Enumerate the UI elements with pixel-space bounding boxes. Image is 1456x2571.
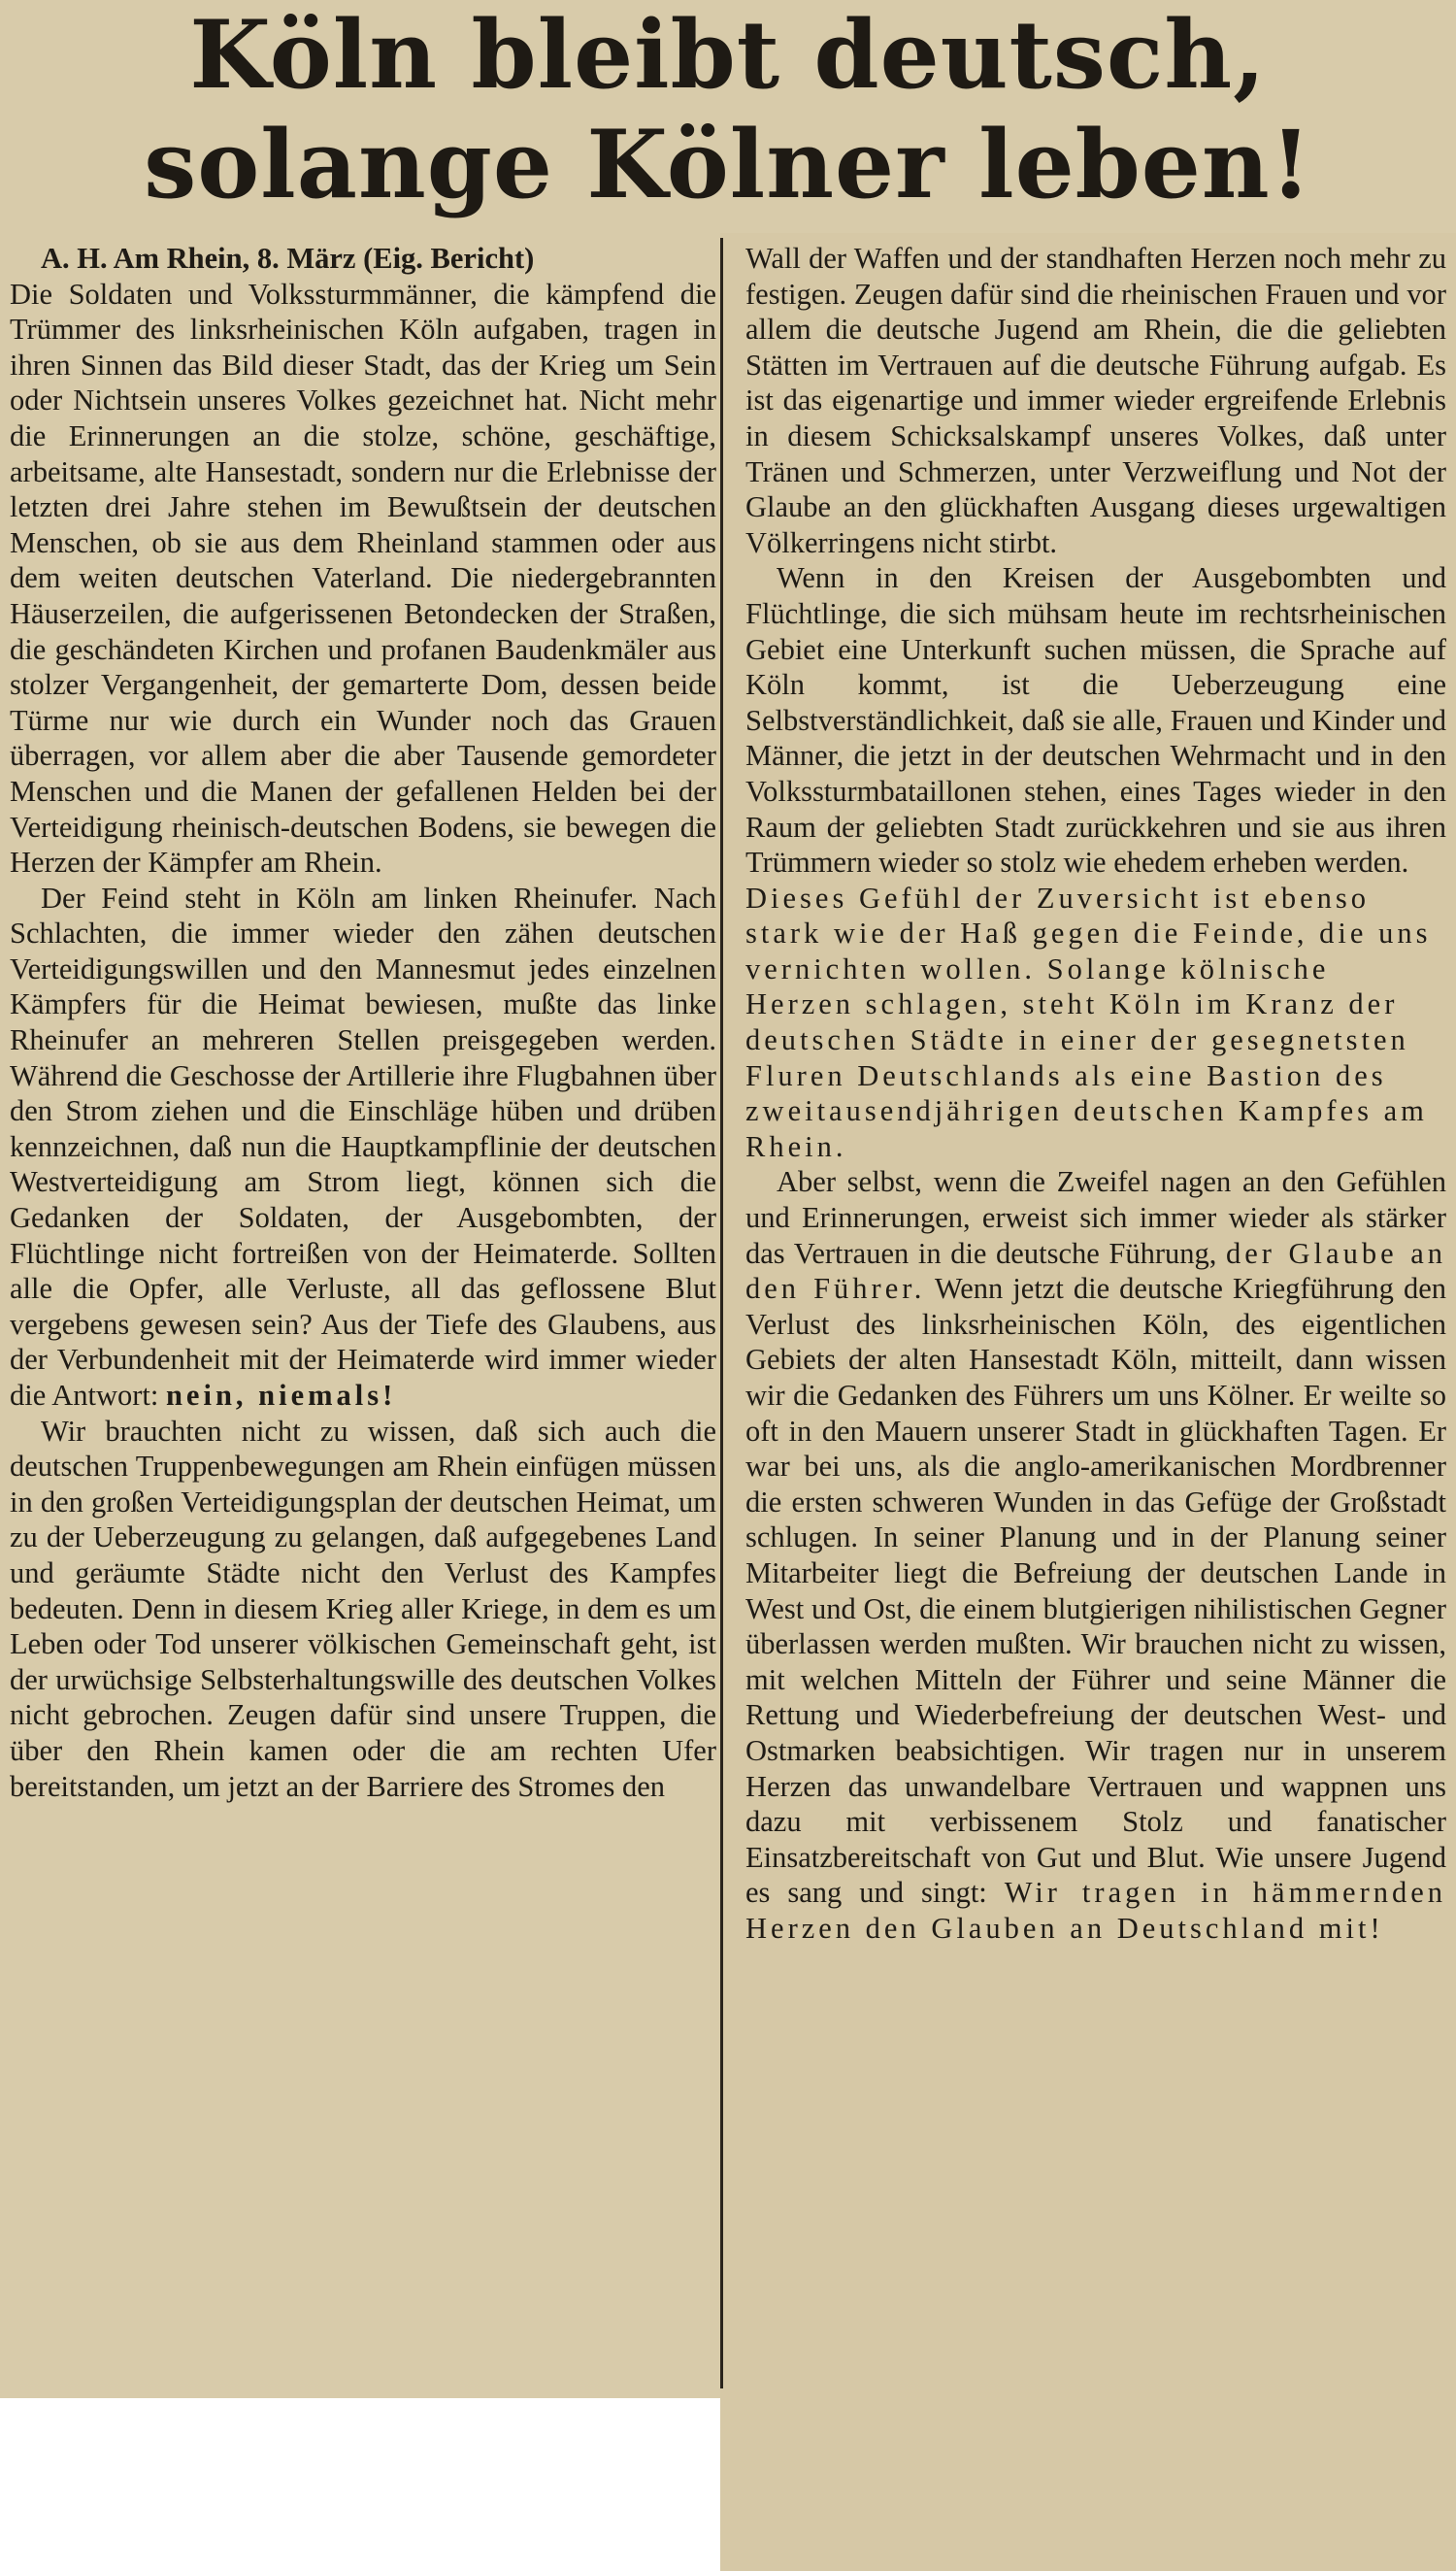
article-column-right	[745, 241, 1446, 1947]
paragraph: Wall der Waffen und der standhaften Herzen noch mehr zu festigen. Zeugen dafür sind die rheinischen Frauen und vor allem die deutsche Jugend am Rhein, die die geliebten Stätten im Vertrauen auf die deutsche Führung aufgab. Es ist das eigenartige und immer wieder ergreifende Erlebnis in diesem Schicksalskampf unseres Volkes, daß unter Tränen und Schmerzen, unter Verzweiflung und Not der Glaube an den glückhaften Ausgang dieses urgewaltigen Völkerringens nicht stirbt.	[745, 242, 1446, 559]
paragraph: Die Soldaten und Volkssturmmänner, die kämpfend die Trümmer des linksrheinischen Köln aufgaben, tragen in ihren Sinnen das Bild dieser Stadt, das der Krieg um Sein oder Nichtsein unseres Volkes gezeichnet hat. Nicht mehr die Erinnerungen an die stolze, schöne, geschäftige, arbeitsame, alte Hansestadt, sondern nur die Erlebnisse der letzten drei Jahre stehen im Bewußtsein der deutschen Menschen, ob sie aus dem Rheinland stammen oder aus dem weiten deutschen Vaterland. Die niedergebrannten Häuserzeilen, die aufgerissenen Betondecken der Straßen, die geschändeten Kirchen und profanen Baudenkmäler aus stolzer Vergangenheit, der gemarterte Dom, dessen beide Türme nur wie durch ein Wunder noch das Grauen überragen, vor allem aber die aber Tausende gemordeter Menschen und die Manen der gefallenen Helden bei der Verteidigung rheinisch-deutschen Bodens, sie bewegen die Herzen der Kämpfer am Rhein.	[10, 277, 716, 880]
headline-line-1: Köln bleibt deutsch,	[189, 0, 1267, 110]
emphasis-text: nein, niemals!	[165, 1379, 397, 1412]
paragraph	[745, 1164, 1446, 1946]
paragraph: Wenn in den Kreisen der Ausgebombten und Flüchtlinge, die sich mühsam heute im rechtsrheinischen Gebiet eine Unterkunft suchen müssen, die Sprache auf Köln kommt, ist die Ueberzeugung eine Selbstverständlichkeit, daß sie alle, Frauen und Kinder und Männer, die jetzt in der deutschen Wehrmacht und in den Volkssturmbataillonen stehen, eines Tages wieder in den Raum der geliebten Stadt zurückkehren und sie aus ihren Trümmern wieder so stolz wie ehedem erheben werden.	[745, 561, 1446, 880]
paragraph: Wir brauchten nicht zu wissen, daß sich auch die deutschen Truppenbewegungen am Rhein einfügen müssen in den großen Verteidigungsplan der deutschen Heimat, um zu der Ueberzeugung zu gelangen, daß aufgegebenes Land und geräumte Städte nicht den Verlust des Kampfes bedeuten. Denn in diesem Krieg aller Kriege, in dem es um Leben oder Tod unserer völkischen Gemeinschaft geht, ist der urwüchsige Selbsterhaltungswille des deutschen Volkes nicht gebrochen. Zeugen dafür sind unsere Truppen, die über den Rhein kamen oder die am rechten Ufer bereitstanden, um jetzt an der Barriere des Stromes den	[10, 1414, 716, 1803]
paragraph-text: Aber selbst, wenn die Zweifel nagen an den Gefühlen und Erinnerungen, erweist sich immer wieder als stärker das Vertrauen in die deutsche Führung,	[745, 1165, 1446, 1270]
emphasis-text: Wir tragen in hämmernden Herzen den Glauben an Deutschland mit!	[745, 1876, 1447, 1945]
headline-line-2: solange Kölner leben!	[144, 110, 1312, 219]
paragraph-text: Der Feind steht in Köln am linken Rheinufer. Nach Schlachten, die immer wieder den zähen deutschen Verteidigungswillen und den Mannesmut jedes einzelnen Kämpfers für die Heimat bewiesen, mußte das linke Rheinufer an mehreren Stellen preisgegeben werden. Während die Geschosse der Artillerie ihre Flugbahnen über den Strom ziehen und die Einschläge hüben und drüben kennzeichnen, daß nun die Hauptkampflinie der deutschen Westverteidigung am Strom liegt, können sich die Gedanken der Soldaten, der Ausgebombten, der Flüchtlinge nicht fortreißen von der Heimaterde. Sollten alle die Opfer, alle Verluste, all das geflossene Blut vergebens gewesen sein? Aus der Tiefe des Glaubens, aus der Verbundenheit mit der Heimaterde wird immer wieder die Antwort:	[10, 881, 716, 1412]
dateline: A. H. Am Rhein, 8. März (Eig. Bericht)	[41, 242, 535, 275]
article-column-left	[10, 241, 716, 1804]
paragraph-text: Wenn jetzt die deutsche Kriegführung den Verlust des linksrheinischen Köln, des eigentlichen Gebiets der alten Hansestadt Köln, mitteilt, dann wissen wir die Gedanken des Führers um uns Kölner. Er weilte so oft in den Mauern unserer Stadt in glückhaften Tagen. Er war bei uns, als die anglo-amerikanischen Mordbrenner die ersten schweren Wunden in das Gefüge der Großstadt schlugen. In seiner Planung und in der Planung seiner Mitarbeiter liegt die Befreiung der deutschen Lande in West und Ost, die einem blutgierigen nihilistischen Gegner überlassen werden mußten. Wir brauchen nicht zu wissen, mit welchen Mitteln der Führer und seine Männer die Rettung und Wiederbefreiung der deutschen West- und Ostmarken beabsichtigen. Wir tragen nur in unserem Herzen das unwandelbare Vertrauen und wappnen uns dazu mit verbissenem Stolz und fanatischer Einsatzbereitschaft von Gut und Blut. Wie unsere Jugend es sang und singt:	[745, 1272, 1447, 1910]
spaced-paragraph: Dieses Gefühl der Zuversicht ist ebenso stark wie der Haß gegen die Feinde, die uns vernichten wollen. Solange kölnische Herzen schlagen, steht Köln im Kranz der deutschen Städte in einer der gesegnetsten Fluren Deutschlands als eine Bastion des zweitausendjährigen deutschen Kampfes am Rhein.	[745, 881, 1432, 1163]
paragraph	[10, 881, 716, 1414]
emphasis-text: der Glaube an den Führer.	[745, 1236, 1447, 1306]
column-divider	[720, 238, 723, 2388]
